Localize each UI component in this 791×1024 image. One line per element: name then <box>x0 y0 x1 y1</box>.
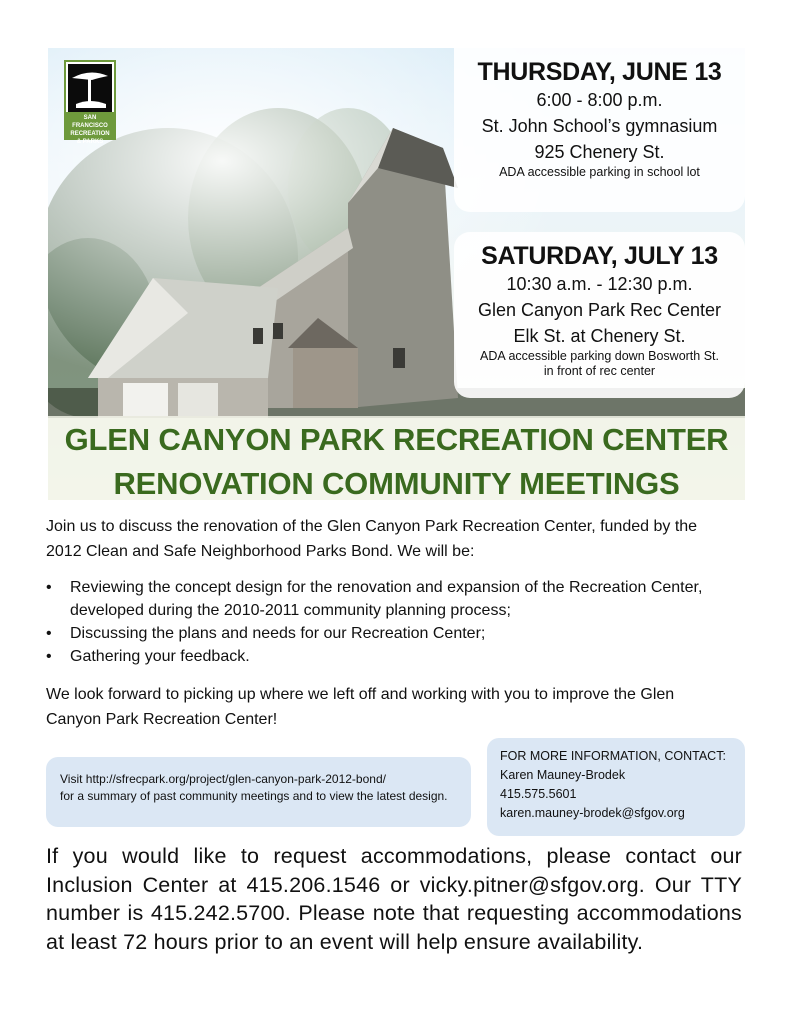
list-item <box>46 576 748 622</box>
meeting-1-day: THURSDAY, JUNE 13 <box>477 58 722 86</box>
intro-line-1: Join us to discuss the renovation of the Glen Canyon Park Recreation Center, funded by the <box>46 518 698 535</box>
bullet-3-line-1: Gathering your feedback. <box>70 648 250 665</box>
logo-line-3: & PARKS <box>76 139 104 145</box>
meeting-2-time: 10:30 a.m. - 12:30 p.m. <box>506 274 693 294</box>
bullet-icon: • <box>46 648 52 665</box>
meeting-2-parking-1: ADA accessible parking down Bosworth St. <box>479 349 719 363</box>
logo-line-1: SAN FRANCISCO <box>72 115 108 129</box>
sf-rec-park-logo <box>64 60 116 145</box>
meeting-1-box <box>454 48 745 212</box>
meeting-2-venue: Glen Canyon Park Rec Center <box>477 300 722 320</box>
meeting-1-time: 6:00 - 8:00 p.m. <box>536 90 663 110</box>
outro-paragraph <box>46 682 748 732</box>
meeting-1-parking: ADA accessible parking in school lot <box>499 165 700 179</box>
contact-info-box <box>487 738 745 836</box>
list-item <box>46 622 748 645</box>
intro-paragraph <box>46 514 748 564</box>
tree-icon <box>68 64 112 112</box>
bullet-1-line-2: developed during the 2010-2011 community planning process; <box>70 602 511 619</box>
outro-line-2: Canyon Park Recreation Center! <box>46 711 278 728</box>
accommodations-paragraph: If you would like to request accommodations, please contact our Inclusion Center at 415.206.1546 or vicky.pitner@sfgov.org. Our TTY number is 415.242.5700. Please note that requesting accommodations at least 72 hours prior to an event will help ensure availability. <box>46 844 742 954</box>
bullet-1-line-1: Reviewing the concept design for the renovation and expansion of the Recreation Center, <box>70 579 703 596</box>
page-headline <box>48 418 745 506</box>
agenda-list <box>46 576 748 668</box>
visit-line-2: for a summary of past community meetings and to view the latest design. <box>60 789 448 803</box>
contact-email: karen.mauney-brodek@sfgov.org <box>500 806 685 820</box>
headline-line-2: RENOVATION COMMUNITY MEETINGS <box>113 466 680 501</box>
contact-name: Karen Mauney-Brodek <box>500 768 626 782</box>
list-item <box>46 645 748 668</box>
bullet-icon: • <box>46 625 52 642</box>
contact-phone: 415.575.5601 <box>500 787 577 801</box>
meeting-1-venue: St. John School’s gymnasium <box>481 116 718 136</box>
meeting-2-day: SATURDAY, JULY 13 <box>481 242 718 270</box>
bullet-2-line-1: Discussing the plans and needs for our Recreation Center; <box>70 625 486 642</box>
meeting-1-address: 925 Chenery St. <box>534 142 665 162</box>
logo-line-2: RECREATION <box>70 131 110 137</box>
outro-line-1: We look forward to picking up where we left off and working with you to improve the Glen <box>46 686 675 703</box>
meeting-2-box <box>454 232 745 398</box>
contact-heading: FOR MORE INFORMATION, CONTACT: <box>500 749 726 763</box>
bullet-icon: • <box>46 579 52 596</box>
headline-line-1: GLEN CANYON PARK RECREATION CENTER <box>64 422 729 457</box>
meeting-2-parking-2: in front of rec center <box>543 364 656 378</box>
visit-info-box <box>46 757 471 827</box>
visit-line-1: Visit http://sfrecpark.org/project/glen-canyon-park-2012-bond/ <box>60 772 386 786</box>
intro-line-2: 2012 Clean and Safe Neighborhood Parks Bond. We will be: <box>46 543 475 560</box>
meeting-2-address: Elk St. at Chenery St. <box>513 326 686 346</box>
